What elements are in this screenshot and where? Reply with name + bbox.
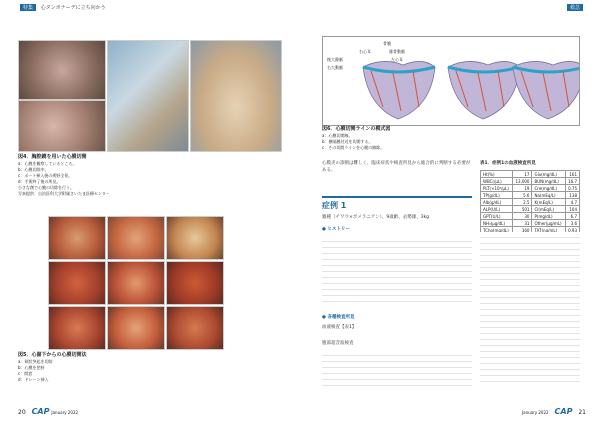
fig4-item: a：心膜を観察しているところ。 — [18, 161, 77, 166]
table-cell: 104 — [565, 206, 579, 213]
page-header — [20, 4, 106, 11]
table-cell: Other(μg/mL) — [532, 220, 565, 227]
table-cell: K(mEq/L) — [532, 199, 565, 206]
table-row — [481, 199, 580, 206]
fig5-photo — [166, 261, 224, 305]
blood-test-table — [480, 170, 580, 241]
label-periosteum: 骨膜 — [383, 41, 391, 46]
table-cell: 30 — [512, 213, 532, 220]
section-tag: 特集 — [20, 4, 36, 11]
table-cell: 0.93 — [565, 227, 579, 234]
table-cell: Glu(mg/dL) — [532, 171, 565, 178]
fig4-photo-a — [18, 40, 106, 100]
table-cell: Na(mEq/L) — [532, 192, 565, 199]
label-left-atrium: 左心耳 — [391, 57, 403, 62]
table-row — [481, 178, 580, 185]
table-cell: BUN(mg/dL) — [532, 178, 565, 185]
fig5-title: 図5．心窩下からの心膜切開法 — [18, 352, 87, 358]
fig4-caption — [18, 154, 280, 197]
fig4-item: d：手術終了後の所見。 — [18, 179, 61, 184]
fig4-photo-d — [190, 40, 282, 152]
left-footer — [18, 407, 78, 416]
fig6-caption — [322, 126, 578, 151]
table-cell: 138 — [565, 192, 579, 199]
table-cell: P(mg/dL) — [532, 213, 565, 220]
label-aorta: 右大動脈 — [327, 65, 343, 70]
history-text-block — [322, 236, 472, 306]
body-text: 心膜炎の診断は難しく、臨床症状や検査所見から総合的に判断する必要がある。 — [322, 161, 471, 173]
fig6-title: 図6．心膜切開ラインの模式図 — [322, 126, 391, 132]
fig4-photo-b — [18, 100, 106, 152]
label-vena-cava: 後大静脈 — [327, 57, 343, 62]
table-cell: Ht(%) — [481, 171, 513, 178]
table-cell: 13,000 — [512, 178, 532, 185]
table1-title: 表1．症例1の血液検査所見 — [480, 161, 536, 166]
fig5-photo — [107, 306, 165, 350]
page-number: 21 — [578, 409, 586, 416]
right-footer — [522, 407, 586, 416]
heart-b — [448, 61, 520, 119]
fig6-item: c：その切開ラインを心膜の摘除。 — [322, 145, 385, 150]
issue-date: January 2022 — [51, 410, 79, 415]
table-cell: Cl(mEq/L) — [532, 206, 565, 213]
table-cell: 2.5 — [512, 199, 532, 206]
exam-text-block — [322, 350, 472, 390]
heart-c — [513, 61, 579, 119]
table-cell: TP(g/dL) — [481, 192, 513, 199]
label-right-atrium: 右心耳 — [359, 49, 371, 54]
page-number: 20 — [18, 409, 26, 416]
fig6-diagram — [322, 36, 580, 126]
brand-logo: CAP — [554, 407, 573, 416]
table-row — [481, 185, 580, 192]
history-heading: ● ヒストリー — [322, 227, 350, 232]
table-cell: 19 — [512, 185, 532, 192]
exam-item: 血液検査【表1】 — [322, 325, 357, 330]
table-cell: WBC(/μL) — [481, 178, 513, 185]
table-cell: 16.7 — [565, 178, 579, 185]
fig5-caption — [18, 352, 280, 383]
table-cell: NH₃(μg/dL) — [481, 220, 513, 227]
table-cell: Alb(g/dL) — [481, 199, 513, 206]
table-cell: 160 — [512, 227, 532, 234]
table-cell: Cre(mg/dL) — [532, 185, 565, 192]
case-divider — [322, 196, 472, 198]
table-cell: 501 — [512, 206, 532, 213]
table-cell: 5.6 — [512, 192, 532, 199]
fig4-credit: 写真提供：自治医科大学附属さいたま医療センター — [18, 191, 110, 196]
fig5-photo — [48, 216, 106, 260]
case-title: 症例 1 — [322, 201, 347, 210]
fig5-photo — [166, 306, 224, 350]
table-row — [481, 206, 580, 213]
heart-a — [363, 61, 435, 119]
fig5-item: a：剣状突起を切除 — [18, 359, 53, 364]
fig4-item: c：ポート挿入後の術野全景。 — [18, 173, 73, 178]
table-cell: 4.7 — [565, 199, 579, 206]
exam-item: 腹部超音波検査 — [322, 341, 354, 346]
table-cell: 161 — [565, 171, 579, 178]
table-cell: TCho(mg/dL) — [481, 227, 513, 234]
table-cell: PLT(×10³/μL) — [481, 185, 513, 192]
table-row — [481, 171, 580, 178]
fig5-item: b：心膜を把持 — [18, 365, 45, 370]
fig6-item: a：心膜切開線。 — [322, 133, 353, 138]
patient-info: 雑種（チワワ×ポメラニアン）、9歳齢、去勢雄、3kg — [322, 215, 430, 220]
fig4-item: b：心膜切除中。 — [18, 167, 49, 172]
table-cell: 31 — [512, 220, 532, 227]
table-row — [481, 220, 580, 227]
table-cell: TAT(ng/mL) — [532, 227, 565, 234]
section-header — [567, 4, 586, 11]
feature-title: 心タンポナーデに立ち向かう — [40, 5, 106, 11]
fig5-photo — [166, 216, 224, 260]
fig5-photo — [107, 261, 165, 305]
table-cell: 6.7 — [565, 213, 579, 220]
fig5-item: c：開窓 — [18, 371, 33, 376]
section-tag: 救急 — [567, 4, 583, 11]
exam-heading: ● 各種検査所見 — [322, 315, 355, 320]
fig6-item: b：横隔膜付近を切開する。 — [322, 139, 373, 144]
fig5-item: d：ドレーン挿入 — [18, 377, 49, 382]
table-row — [481, 213, 580, 220]
fig4-photo-c — [107, 40, 189, 152]
table-cell: 0.75 — [565, 185, 579, 192]
label-artery: 腓骨動脈 — [389, 49, 405, 54]
table-row — [481, 192, 580, 199]
table-cell: 3.6 — [565, 220, 579, 227]
table-cell: ALP(U/L) — [481, 206, 513, 213]
right-page — [300, 0, 600, 424]
fig5-photo — [48, 306, 106, 350]
table-cell: 17 — [512, 171, 532, 178]
fig4-note: 小さな創で心膜の切除を行う。 — [18, 185, 74, 190]
fig4-title: 図4．胸腔鏡を用いた心膜切開 — [18, 154, 87, 160]
brand-logo: CAP — [31, 407, 50, 416]
right-column-text — [480, 232, 580, 382]
issue-date: January 2022 — [521, 410, 549, 415]
fig5-photo — [107, 216, 165, 260]
fig5-photo — [48, 261, 106, 305]
table-cell: GPT(U/L) — [481, 213, 513, 220]
